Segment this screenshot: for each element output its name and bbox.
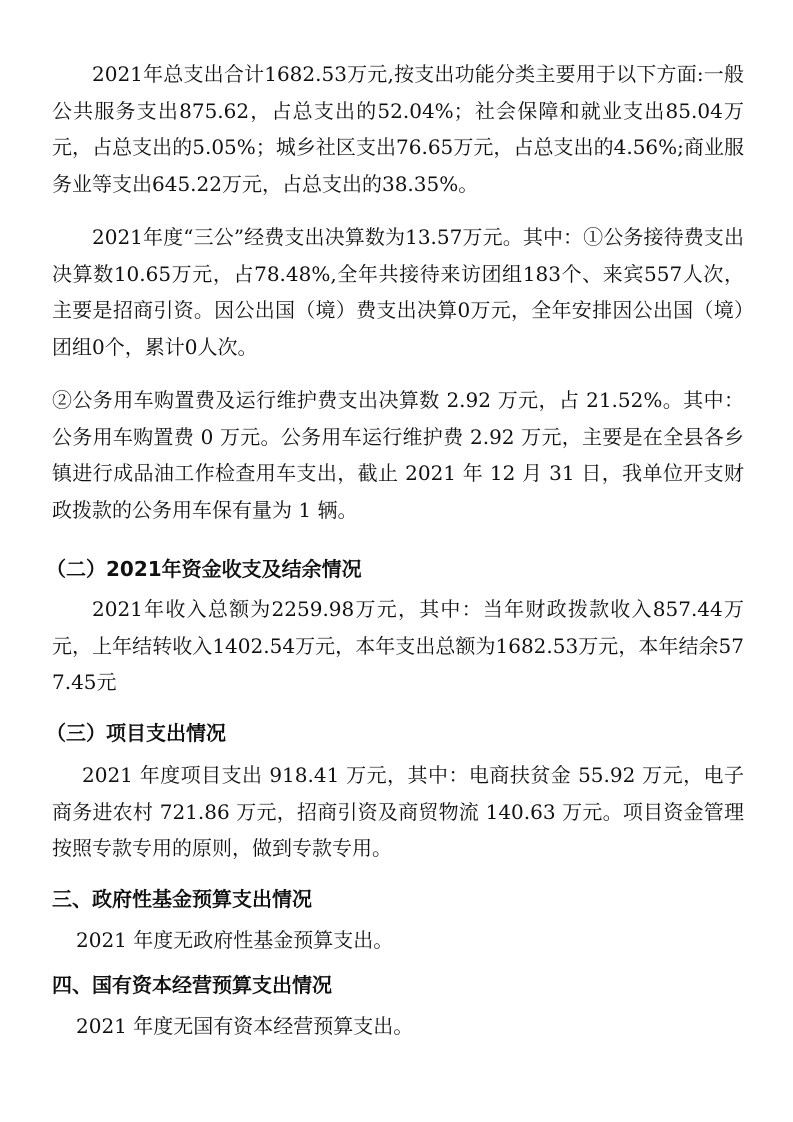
paragraph-project-expenditure: 2021 年度项目支出 918.41 万元，其中：电商扶贫金 55.92 万元，电子商务进农村 721.86 万元，招商引资及商贸物流 140.63 万元。项目资金管理按照专款专用的原则，做到专款专用。 [52, 763, 744, 860]
paragraph-official-vehicles: ②公务用车购置费及运行维护费支出决算数 2.92 万元，占 21.52%。其中：公务用车购置费 0 万元。公务用车运行维护费 2.92 万元，主要是在全县各乡镇进行成品油工作检查用车支出，截止 2021 年 12 月 31 日，我单位开支财政拨款的公务用车保有量为 1 辆。 [52, 388, 744, 522]
paragraph-government-fund: 2021 年度无政府性基金预算支出。 [76, 928, 394, 952]
paragraph-total-expenditure: 2021年总支出合计1682.53万元,按支出功能分类主要用于以下方面:一般公共服务支出875.62，占总支出的52.04%；社会保障和就业支出85.04万元，占总支出的5.05%；城乡社区支出76.65万元，占总支出的4.56%;商业服务业等支出645.22万元，占总支出的38.35%。 [52, 62, 744, 196]
paragraph-three-public-expenses: 2021年度“三公”经费支出决算数为13.57万元。其中：①公务接待费支出决算数10.65万元，占78.48%,全年共接待来访团组183个、来宾557人次，主要是招商引资。因公出国（境）费支出决算0万元，全年安排因公出国（境）团组0个，累计0人次。 [52, 225, 744, 359]
paragraph-state-capital: 2021 年度无国有资本经营预算支出。 [76, 1014, 414, 1038]
paragraph-income-summary: 2021年收入总额为2259.98万元，其中：当年财政拨款收入857.44万元，上年结转收入1402.54万元，本年支出总额为1682.53万元，本年结余577.45元 [52, 597, 744, 694]
heading-income-expenditure-balance: （二）2021年资金收支及结余情况 [46, 557, 362, 581]
heading-state-capital-budget: 四、国有资本经营预算支出情况 [52, 973, 332, 997]
heading-project-expenditure: （三）项目支出情况 [46, 721, 226, 745]
heading-government-fund-budget: 三、政府性基金预算支出情况 [52, 887, 312, 911]
